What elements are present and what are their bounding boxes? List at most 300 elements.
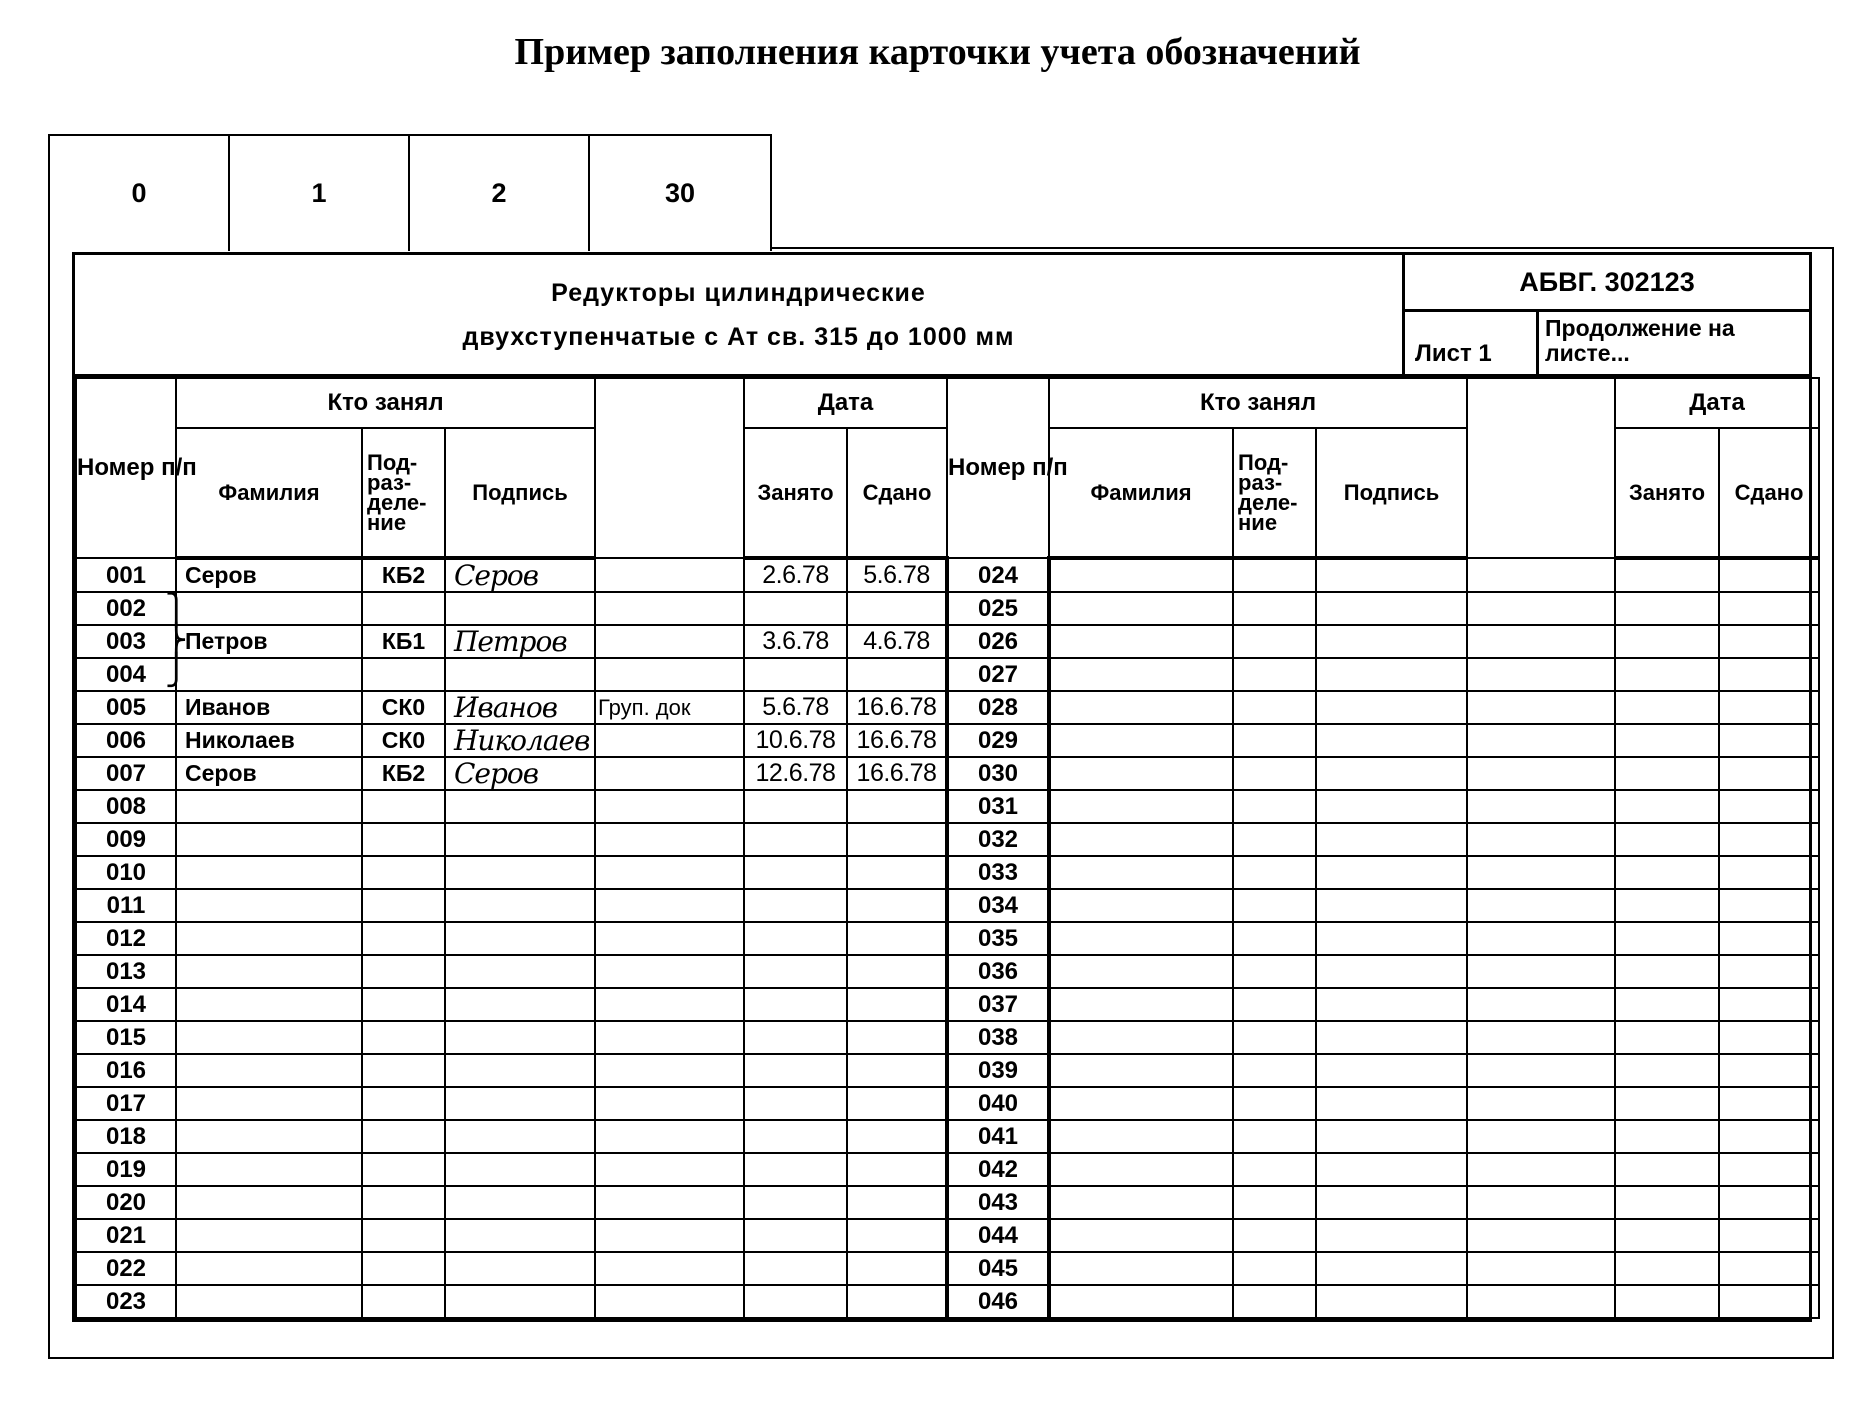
empty-cell <box>1233 1285 1316 1318</box>
note-cell <box>595 1153 744 1186</box>
row-number: 043 <box>947 1186 1049 1219</box>
col-returned: Сдано <box>847 428 947 558</box>
returned-date-cell: 16.6.78 <box>847 757 947 790</box>
empty-cell <box>1233 955 1316 988</box>
row-number: 001 <box>76 558 176 592</box>
table-row <box>76 658 1819 691</box>
empty-cell <box>1316 1153 1467 1186</box>
row-number: 046 <box>947 1285 1049 1318</box>
note-cell <box>595 922 744 955</box>
dept-cell <box>362 1054 445 1087</box>
col-dept <box>362 428 445 558</box>
note-cell <box>595 856 744 889</box>
index-tabs <box>48 134 772 251</box>
empty-cell <box>1316 558 1467 592</box>
signature-cell: Серов <box>445 757 595 790</box>
surname-cell <box>176 823 362 856</box>
row-number: 013 <box>76 955 176 988</box>
col-dept-line: ние <box>367 509 407 535</box>
returned-date-cell <box>847 856 947 889</box>
note-cell <box>595 1054 744 1087</box>
empty-cell <box>1467 658 1615 691</box>
col-who: Кто занял <box>176 378 595 428</box>
row-number: 016 <box>76 1054 176 1087</box>
empty-cell <box>1615 1120 1719 1153</box>
returned-date-cell <box>847 1252 947 1285</box>
empty-cell <box>1316 1219 1467 1252</box>
empty-cell <box>1049 724 1233 757</box>
dept-cell <box>362 1120 445 1153</box>
col-returned: Сдано <box>1719 428 1819 558</box>
dept-cell <box>362 1021 445 1054</box>
empty-cell <box>1615 1054 1719 1087</box>
empty-cell <box>1233 1219 1316 1252</box>
row-number: 023 <box>76 1285 176 1318</box>
empty-cell <box>1316 1021 1467 1054</box>
note-cell <box>595 1285 744 1318</box>
signature-cell <box>445 1186 595 1219</box>
col-dept <box>1233 428 1316 558</box>
surname-cell <box>176 1087 362 1120</box>
empty-cell <box>1615 1219 1719 1252</box>
surname-cell <box>176 1120 362 1153</box>
col-number-label: Номер п/п <box>948 454 1068 481</box>
row-number: 040 <box>947 1087 1049 1120</box>
returned-date-cell <box>847 1087 947 1120</box>
surname-cell <box>176 592 362 625</box>
taken-date-cell: 10.6.78 <box>744 724 847 757</box>
returned-date-cell: 16.6.78 <box>847 691 947 724</box>
table-row <box>76 1252 1819 1285</box>
empty-cell <box>1233 558 1316 592</box>
empty-cell <box>1615 1186 1719 1219</box>
empty-cell <box>1049 889 1233 922</box>
empty-cell <box>1719 1285 1819 1318</box>
empty-cell <box>1467 558 1615 592</box>
surname-cell: Серов <box>176 558 362 592</box>
empty-cell <box>1719 1153 1819 1186</box>
empty-cell <box>1316 1054 1467 1087</box>
taken-date-cell <box>744 592 847 625</box>
note-cell: Груп. док <box>595 691 744 724</box>
brace-icon: ⎫ <box>165 593 188 628</box>
note-cell <box>595 1087 744 1120</box>
surname-cell <box>176 1186 362 1219</box>
empty-cell <box>1049 1153 1233 1186</box>
returned-date-cell: 16.6.78 <box>847 724 947 757</box>
row-number: 034 <box>947 889 1049 922</box>
taken-date-cell <box>744 1186 847 1219</box>
dept-cell: КБ2 <box>362 558 445 592</box>
col-surname: Фамилия <box>1049 428 1233 558</box>
row-number: 045 <box>947 1252 1049 1285</box>
row-number: 012 <box>76 922 176 955</box>
product-name-line: двухступенчатые с Ат св. 315 до 1000 мм <box>462 322 1015 351</box>
empty-cell <box>1615 889 1719 922</box>
empty-cell <box>1233 790 1316 823</box>
table-row <box>76 724 1819 757</box>
empty-cell <box>1316 724 1467 757</box>
col-dept-line: деле- <box>1238 489 1298 515</box>
surname-cell <box>176 889 362 922</box>
returned-date-cell <box>847 889 947 922</box>
empty-cell <box>1467 988 1615 1021</box>
dept-cell <box>362 856 445 889</box>
empty-cell <box>1719 889 1819 922</box>
col-number-label: Номер п/п <box>77 454 197 481</box>
table-row <box>76 922 1819 955</box>
row-number: 031 <box>947 790 1049 823</box>
empty-cell <box>1233 922 1316 955</box>
note-cell <box>595 757 744 790</box>
returned-date-cell <box>847 1219 947 1252</box>
row-number: 004 <box>76 658 176 691</box>
row-number: 014 <box>76 988 176 1021</box>
signature-cell <box>445 955 595 988</box>
empty-cell <box>1233 1054 1316 1087</box>
empty-cell <box>1615 724 1719 757</box>
surname-cell <box>176 658 362 691</box>
empty-cell <box>1615 625 1719 658</box>
returned-date-cell <box>847 988 947 1021</box>
empty-cell <box>1467 889 1615 922</box>
row-number: 010 <box>76 856 176 889</box>
signature-cell <box>445 1285 595 1318</box>
empty-cell <box>1467 592 1615 625</box>
empty-cell <box>1316 691 1467 724</box>
taken-date-cell <box>744 1087 847 1120</box>
empty-cell <box>1049 1054 1233 1087</box>
row-number: 009 <box>76 823 176 856</box>
designation-code: АБВГ. 302123 <box>1405 255 1809 312</box>
empty-cell <box>1719 1054 1819 1087</box>
dept-cell <box>362 592 445 625</box>
empty-cell <box>1719 558 1819 592</box>
taken-date-cell <box>744 922 847 955</box>
row-number: 033 <box>947 856 1049 889</box>
surname-cell <box>176 1252 362 1285</box>
note-cell <box>595 1186 744 1219</box>
empty-cell <box>1049 592 1233 625</box>
row-number: 035 <box>947 922 1049 955</box>
col-signature: Подпись <box>1316 428 1467 558</box>
taken-date-cell <box>744 1021 847 1054</box>
empty-cell <box>1316 922 1467 955</box>
index-tab: 30 <box>664 178 696 208</box>
header-right <box>1405 255 1809 374</box>
row-number: 025 <box>947 592 1049 625</box>
empty-cell <box>1316 1087 1467 1120</box>
dept-cell <box>362 823 445 856</box>
row-number: 026 <box>947 625 1049 658</box>
row-number: 042 <box>947 1153 1049 1186</box>
col-number <box>947 378 1068 558</box>
note-cell <box>595 558 744 592</box>
empty-cell <box>1719 823 1819 856</box>
empty-cell <box>1615 955 1719 988</box>
note-cell <box>595 1120 744 1153</box>
row-number: 039 <box>947 1054 1049 1087</box>
empty-cell <box>1615 1021 1719 1054</box>
taken-date-cell <box>744 1219 847 1252</box>
empty-cell <box>1467 724 1615 757</box>
empty-cell <box>1719 856 1819 889</box>
empty-cell <box>1719 1186 1819 1219</box>
empty-cell <box>1467 691 1615 724</box>
taken-date-cell <box>744 1285 847 1318</box>
empty-cell <box>1316 757 1467 790</box>
signature-cell: Николаев <box>445 724 595 757</box>
empty-cell <box>1316 988 1467 1021</box>
taken-date-cell <box>744 790 847 823</box>
col-who: Кто занял <box>1049 378 1467 428</box>
row-number: 027 <box>947 658 1049 691</box>
signature-cell <box>445 1153 595 1186</box>
dept-cell <box>362 790 445 823</box>
note-cell <box>595 1219 744 1252</box>
empty-cell <box>1049 658 1233 691</box>
empty-cell <box>1719 592 1819 625</box>
table-row <box>76 1153 1819 1186</box>
empty-cell <box>1467 1285 1615 1318</box>
table-row <box>76 1186 1819 1219</box>
taken-date-cell <box>744 955 847 988</box>
table-row <box>76 625 1819 658</box>
continuation-note: Продолжение на листе... <box>1545 315 1735 366</box>
page-title: Пример заполнения карточки учета обозначений <box>514 31 1361 73</box>
empty-cell <box>1316 790 1467 823</box>
surname-cell <box>176 955 362 988</box>
empty-cell <box>1233 1153 1316 1186</box>
row-number: 003 <box>76 625 176 658</box>
empty-cell <box>1719 724 1819 757</box>
empty-cell <box>1719 691 1819 724</box>
empty-cell <box>1467 922 1615 955</box>
index-tab: 2 <box>410 136 590 251</box>
returned-date-cell: 5.6.78 <box>847 558 947 592</box>
empty-cell <box>1316 658 1467 691</box>
row-number: 015 <box>76 1021 176 1054</box>
row-number: 028 <box>947 691 1049 724</box>
empty-cell <box>1467 1186 1615 1219</box>
empty-cell <box>1233 1120 1316 1153</box>
returned-date-cell <box>847 1153 947 1186</box>
col-date: Дата <box>744 378 947 428</box>
signature-cell <box>445 889 595 922</box>
table-row <box>76 1219 1819 1252</box>
product-name <box>75 255 1405 374</box>
empty-cell <box>1316 625 1467 658</box>
returned-date-cell: 4.6.78 <box>847 625 947 658</box>
signature-cell: Петров <box>445 625 595 658</box>
empty-cell <box>1467 1054 1615 1087</box>
empty-cell <box>1233 889 1316 922</box>
empty-cell <box>1615 823 1719 856</box>
dept-cell: СК0 <box>362 691 445 724</box>
empty-cell <box>1316 1186 1467 1219</box>
empty-cell <box>1049 922 1233 955</box>
returned-date-cell <box>847 1186 947 1219</box>
returned-date-cell <box>847 1021 947 1054</box>
surname-cell <box>176 1219 362 1252</box>
col-dept-line: Под- <box>1238 449 1289 475</box>
brace-icon: ⎬ <box>165 623 188 658</box>
empty-cell <box>1049 1252 1233 1285</box>
table-row <box>76 592 1819 625</box>
empty-cell <box>1316 889 1467 922</box>
empty-cell <box>1719 922 1819 955</box>
signature-cell <box>445 1087 595 1120</box>
empty-cell <box>1467 1087 1615 1120</box>
table-row <box>76 790 1819 823</box>
empty-cell <box>1467 856 1615 889</box>
index-tab: 1 <box>230 136 410 251</box>
index-tab: 0 <box>50 136 230 251</box>
signature-cell <box>445 823 595 856</box>
row-number: 030 <box>947 757 1049 790</box>
note-cell <box>595 625 744 658</box>
returned-date-cell <box>847 592 947 625</box>
surname-cell <box>176 856 362 889</box>
empty-cell <box>1049 558 1233 592</box>
empty-cell <box>1049 790 1233 823</box>
empty-cell <box>1719 658 1819 691</box>
empty-cell <box>1467 1120 1615 1153</box>
empty-cell <box>1615 691 1719 724</box>
note-cell <box>595 823 744 856</box>
designation-card <box>72 252 1812 1322</box>
empty-cell <box>1316 1252 1467 1285</box>
empty-cell <box>1467 823 1615 856</box>
taken-date-cell <box>744 1120 847 1153</box>
surname-cell <box>176 988 362 1021</box>
empty-cell <box>1233 1252 1316 1285</box>
row-number: 021 <box>76 1219 176 1252</box>
row-number: 038 <box>947 1021 1049 1054</box>
empty-cell <box>1615 988 1719 1021</box>
sheet-number: Лист 1 <box>1405 312 1539 374</box>
empty-cell <box>1049 691 1233 724</box>
empty-cell <box>1615 757 1719 790</box>
returned-date-cell <box>847 1054 947 1087</box>
surname-cell <box>176 1021 362 1054</box>
empty-cell <box>1615 1252 1719 1285</box>
empty-cell <box>1719 1087 1819 1120</box>
table-row <box>76 691 1819 724</box>
empty-cell <box>1467 1021 1615 1054</box>
empty-cell <box>1233 1087 1316 1120</box>
col-note <box>1467 378 1615 558</box>
dept-cell <box>362 1285 445 1318</box>
note-cell <box>595 658 744 691</box>
empty-cell <box>1049 856 1233 889</box>
empty-cell <box>1049 1087 1233 1120</box>
note-cell <box>595 1021 744 1054</box>
row-number: 032 <box>947 823 1049 856</box>
signature-cell <box>445 1120 595 1153</box>
signature-cell <box>445 592 595 625</box>
taken-date-cell: 2.6.78 <box>744 558 847 592</box>
dept-cell <box>362 658 445 691</box>
row-number: 005 <box>76 691 176 724</box>
taken-date-cell <box>744 823 847 856</box>
empty-cell <box>1615 658 1719 691</box>
row-number: 036 <box>947 955 1049 988</box>
table-row <box>76 1021 1819 1054</box>
dept-cell <box>362 889 445 922</box>
table-row <box>76 558 1819 592</box>
empty-cell <box>1049 1186 1233 1219</box>
empty-cell <box>1467 1153 1615 1186</box>
table-row <box>76 988 1819 1021</box>
empty-cell <box>1233 691 1316 724</box>
taken-date-cell: 3.6.78 <box>744 625 847 658</box>
dept-cell <box>362 1153 445 1186</box>
empty-cell <box>1233 592 1316 625</box>
table-row <box>76 1054 1819 1087</box>
surname-cell <box>176 1153 362 1186</box>
row-number: 007 <box>76 757 176 790</box>
note-cell <box>595 592 744 625</box>
dept-cell <box>362 1087 445 1120</box>
card-header <box>75 255 1809 377</box>
taken-date-cell: 12.6.78 <box>744 757 847 790</box>
table-row <box>76 955 1819 988</box>
row-number: 002 <box>76 592 176 625</box>
empty-cell <box>1049 625 1233 658</box>
empty-cell <box>1233 658 1316 691</box>
empty-cell <box>1719 1252 1819 1285</box>
table-row <box>76 1285 1819 1318</box>
taken-date-cell <box>744 1054 847 1087</box>
surname-cell: Петров <box>176 625 362 658</box>
sheet-info <box>1405 312 1809 374</box>
surname-cell: Серов <box>176 757 362 790</box>
taken-date-cell <box>744 1252 847 1285</box>
note-cell <box>595 955 744 988</box>
row-number: 041 <box>947 1120 1049 1153</box>
dept-cell <box>362 988 445 1021</box>
empty-cell <box>1233 823 1316 856</box>
signature-cell <box>445 856 595 889</box>
empty-cell <box>1719 1219 1819 1252</box>
row-number: 022 <box>76 1252 176 1285</box>
signature-cell <box>445 988 595 1021</box>
empty-cell <box>1467 757 1615 790</box>
empty-cell <box>1615 790 1719 823</box>
returned-date-cell <box>847 1120 947 1153</box>
empty-cell <box>1233 757 1316 790</box>
empty-cell <box>1316 823 1467 856</box>
empty-cell <box>1233 988 1316 1021</box>
signature-cell <box>445 658 595 691</box>
signature-cell <box>445 1252 595 1285</box>
surname-cell: Иванов <box>176 691 362 724</box>
surname-cell <box>176 1285 362 1318</box>
table-row <box>76 1120 1819 1153</box>
col-signature: Подпись <box>445 428 595 558</box>
surname-cell: Николаев <box>176 724 362 757</box>
empty-cell <box>1316 856 1467 889</box>
empty-cell <box>1719 1021 1819 1054</box>
dept-cell <box>362 955 445 988</box>
ledger-body <box>76 558 1819 1318</box>
empty-cell <box>1467 1252 1615 1285</box>
empty-cell <box>1049 757 1233 790</box>
empty-cell <box>1467 955 1615 988</box>
empty-cell <box>1316 592 1467 625</box>
brace-icon: ⎭ <box>165 653 188 688</box>
